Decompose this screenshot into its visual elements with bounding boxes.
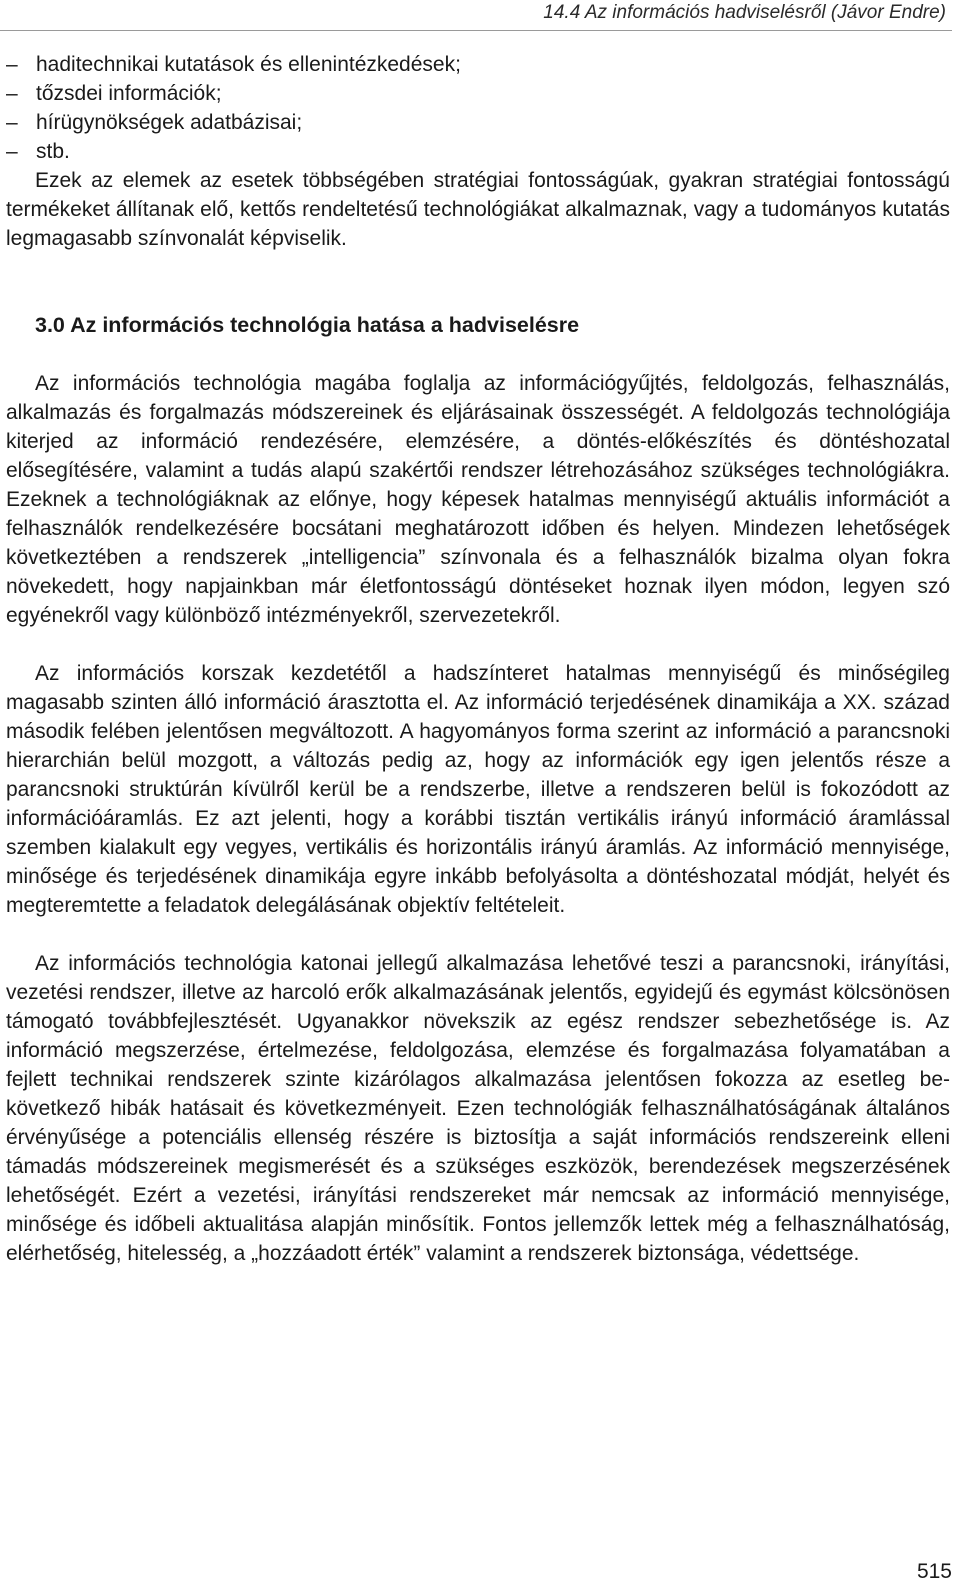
list-item [6,108,950,137]
spacer [6,340,950,369]
paragraph-military-application: Az információs technológia katonai jellegű alkalmazása lehetővé teszi a parancsnoki, irányítási, vezetési rendszer, illetve az harcoló erők alkalmazásának jelentős, egyidejű és egymást kölcsönösen támogató továbbfejlesztését. Ugyanakkor növekszik az egész rendszer sebezhetősége is. Az információ megszerzése, értelmezése, feldolgozása, elemzése és forgalmazása folyamatában a fejlett technikai rendszerek szinte kizárólagos alkalmazása jelentősen fokozza az esetleg bekövetkező hibák hatásait és következményeit. Ezen technológiák felhasználhatóságának általános érvényűsége a potenciális ellenség részére is biztosítja a saját információs rendszereink elleni támadás módszereinek megismerését és a szükséges eszközök, berendezések megszerzésének lehetőségét. Ezért a vezetési, irányítási rendszereket már nemcsak az információ mennyisége, minősége és időbeli aktualitása alapján minősítik. Fontos jellemzők lettek még a felhasználhatóság, elérhetőség, hitelesség, a „hozzáadott érték” valamint a rendszerek biztonsága, védettsége. [6,952,950,1265]
spacer [6,253,950,282]
running-title: 14.4 Az információs hadviselésről (Jávor Endre) [543,2,946,23]
intro-paragraph: Ezek az elemek az esetek többségében stratégiai fontosságúak, gyakran stratégiai fontosságú termékeket állítanak elő, kettős rendeltetésű technológiákat alkalmaznak, vagy a tudományos kutatás legmagasabb színvonalát képviselik. [6,169,950,250]
list-item-text: stb. [36,140,70,163]
list-item-text: hírügynökségek adatbázisai; [36,111,303,134]
dash-marker: – [6,111,18,134]
list-item-text: tőzsdei információk; [36,82,222,105]
paragraph-information-technology: Az információs technológia magába foglalja az információgyűjtés, feldolgozás, felhasználás, alkalmazás és forgalmazás módszereinek és eljárásainak összességét. A feldolgozás technológiája kiterjed az információ rendezésére, elemzésére, a döntés-előkészítés és döntéshozatal elősegítésére, valamint a tudás alapú szakértői rendszer létrehozásához szükséges technológiákra. Ezeknek a technológiáknak az előnye, hogy képesek hatalmas mennyiségű aktuális információt a felhasználók rendelkezésére bocsátani meghatározott időben és helyen. Mindezen lehetőségek következtében a rendszerek „intelligencia” színvonala és a felhasználók bizalma olyan fokra növekedett, hogy napjainkban már életfontosságú döntéseket hoznak ilyen módon, legyen szó egyénekről vagy különböző intézményekről, szervezetekről. [6,372,950,627]
list-item [6,50,950,79]
list-item [6,137,950,166]
section-heading: 3.0 Az információs technológia hatása a hadviselésre [35,313,580,337]
page-body [6,50,950,1268]
list-item [6,79,950,108]
list-item-text: haditechnikai kutatások és ellenintézkedések; [36,53,461,76]
spacer [6,282,950,311]
bullet-list [6,50,950,166]
page-number: 515 [916,1560,952,1583]
paragraph-information-age: Az információs korszak kezdetétől a hadszínteret hatalmas mennyiségű és minőségileg magasabb szinten álló információ árasztotta el. Az információ terjedésének dinamikája a XX. század második felében jelentősen megváltozott. A hagyományos forma szerint az információ a parancsnoki hierarchián belül mozgott, a változás pedig az, hogy az információk egy igen jelentős része a parancsnoki struktúrán kívülről kerül be a rendszerbe, illetve a rendszeren belül is fokozódott az információáramlás. Ez azt jelenti, hogy a korábbi tisztán vertikális irányú információ áramlással szemben kialakult egy vegyes, vertikális és horizontális irányú áramlás. Az információ mennyisége, minősége és terjedésének dinamikája egyre inkább befolyásolta a döntéshozatal módját, helyét és megteremtette a feladatok delegálásának objektív feltételeit. [6,662,950,917]
spacer [6,920,950,949]
dash-marker: – [6,53,18,76]
dash-marker: – [6,140,18,163]
spacer [6,630,950,659]
running-header [0,0,952,31]
dash-marker: – [6,82,18,105]
